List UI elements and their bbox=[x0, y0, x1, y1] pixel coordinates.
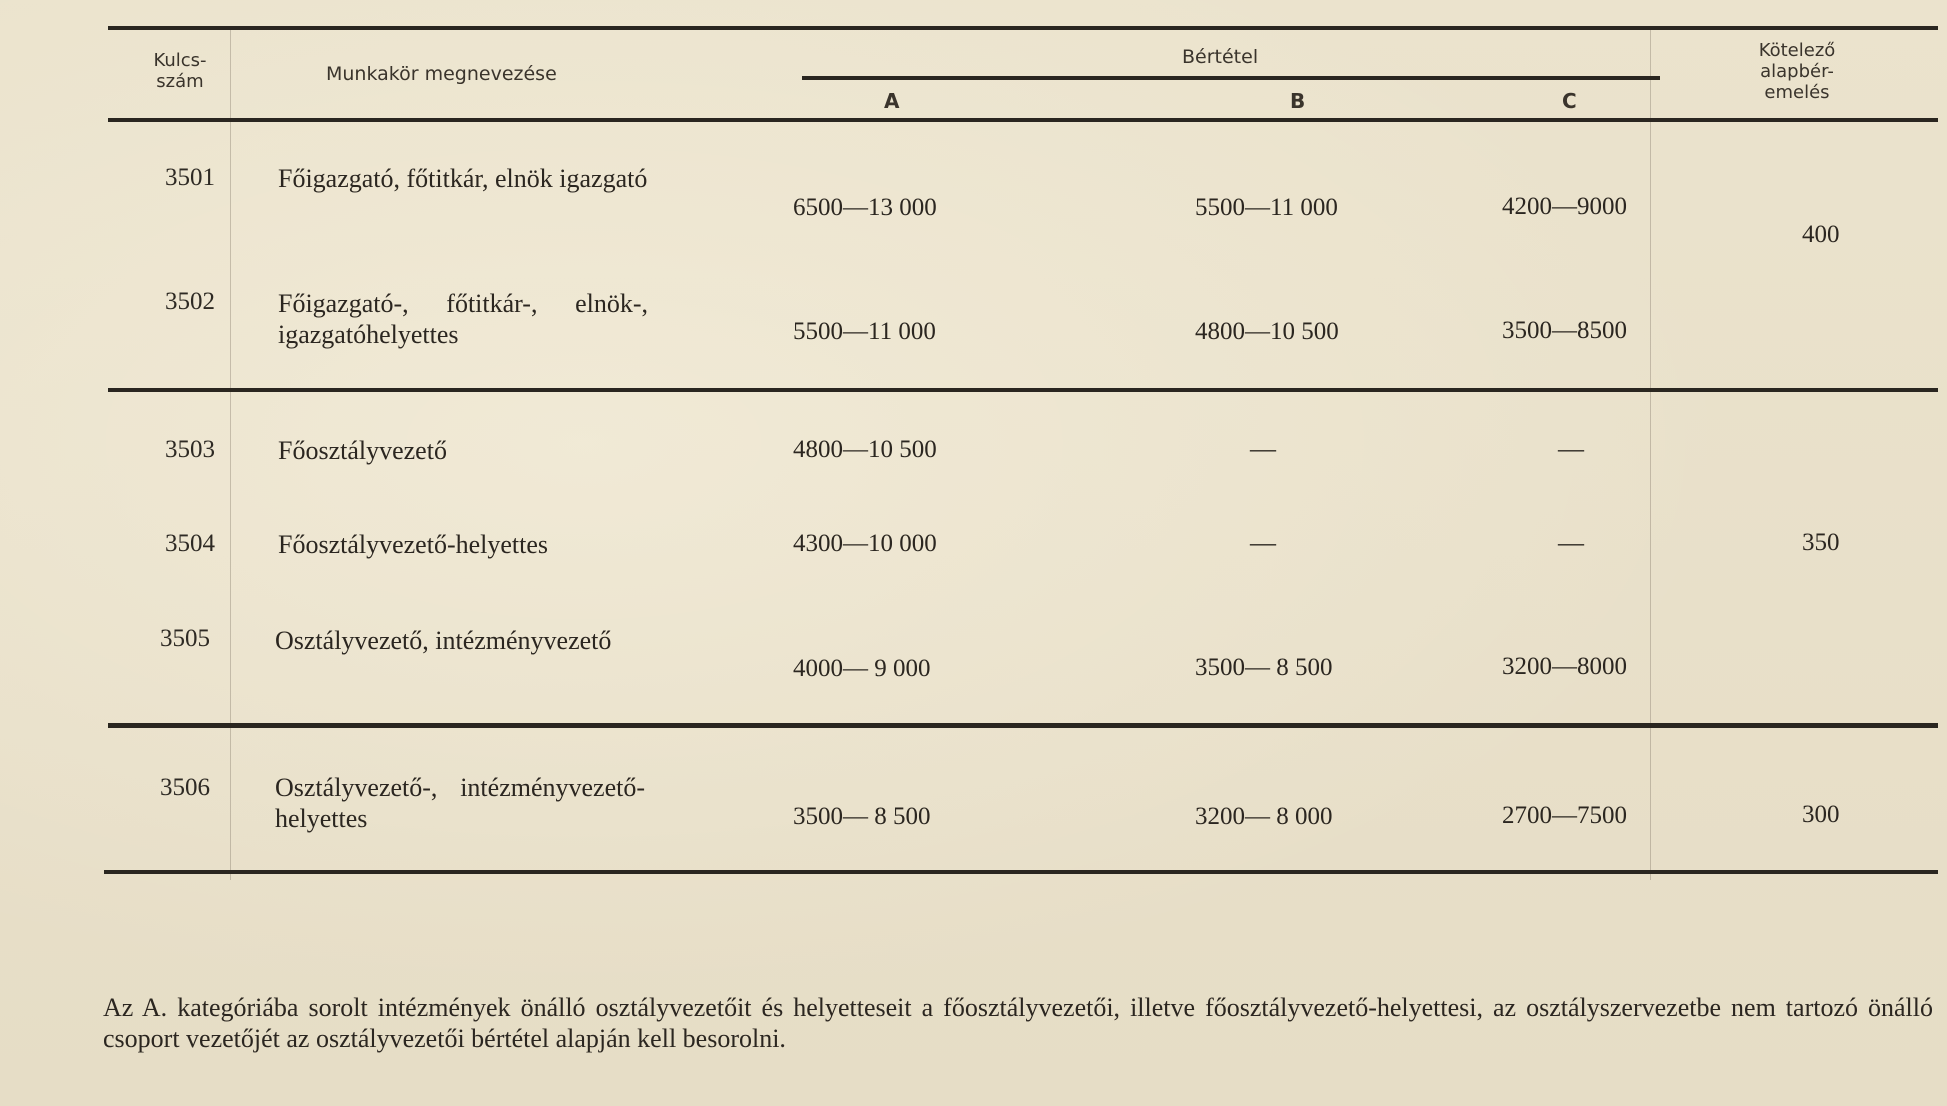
row-title: Főosztályvezető-helyettes bbox=[278, 530, 549, 559]
row-grade-c: 3500—8500 bbox=[1502, 317, 1627, 344]
row-code: 3503 bbox=[165, 436, 215, 463]
column-guide-right bbox=[1650, 30, 1651, 880]
row-grade-b: 3200— 8 000 bbox=[1195, 803, 1333, 830]
row-grade-b: — bbox=[1250, 434, 1276, 463]
raise-value: 300 bbox=[1802, 801, 1840, 828]
row-code: 3506 bbox=[160, 774, 210, 801]
row-grade-a: 6500—13 000 bbox=[793, 194, 937, 221]
row-grade-c: — bbox=[1558, 434, 1584, 463]
row-grade-b: 3500— 8 500 bbox=[1195, 654, 1333, 681]
column-guide-left bbox=[230, 30, 231, 880]
row-grade-a: 3500— 8 500 bbox=[793, 803, 931, 830]
group-divider-rule bbox=[108, 388, 1938, 392]
row-code: 3502 bbox=[165, 288, 215, 315]
row-title: Főosztályvezető bbox=[278, 436, 447, 465]
row-grade-c: 2700—7500 bbox=[1502, 802, 1627, 829]
wage-group-underline bbox=[802, 76, 1660, 80]
row-code: 3505 bbox=[160, 625, 210, 652]
header-bottom-rule bbox=[108, 118, 1938, 122]
row-grade-c: 3200—8000 bbox=[1502, 653, 1627, 680]
table-bottom-rule bbox=[104, 870, 1938, 874]
row-grade-a: 5500—11 000 bbox=[793, 318, 936, 345]
row-grade-a: 4300—10 000 bbox=[793, 530, 937, 557]
row-title: Főigazgató, főtitkár, elnök igazgató bbox=[278, 164, 648, 193]
header-grade-c: C bbox=[1562, 89, 1577, 113]
row-grade-c: 4200—9000 bbox=[1502, 193, 1627, 220]
group-divider-rule bbox=[108, 723, 1938, 728]
row-grade-c: — bbox=[1558, 528, 1584, 557]
row-grade-b: — bbox=[1250, 528, 1276, 557]
row-code: 3504 bbox=[165, 530, 215, 557]
header-key-column: Kulcs- szám bbox=[153, 50, 207, 92]
raise-value: 400 bbox=[1802, 221, 1840, 248]
table-top-rule bbox=[108, 26, 1938, 30]
header-wage-group: Bértétel bbox=[1182, 46, 1259, 68]
header-grade-a: A bbox=[884, 89, 900, 113]
row-grade-a: 4000— 9 000 bbox=[793, 655, 931, 682]
header-raise-column: Kötelező alapbér- emelés bbox=[1758, 40, 1836, 103]
row-grade-b: 4800—10 500 bbox=[1195, 318, 1339, 345]
row-code: 3501 bbox=[165, 164, 215, 191]
row-title: Osztályvezető-, intézményvezető-helyettes bbox=[275, 773, 645, 833]
row-grade-b: 5500—11 000 bbox=[1195, 194, 1338, 221]
footnote: Az A. kategóriába sorolt intézmények önálló osztályvezetőit és helyetteseit a főosztályvezetői, illetve főosztályvezető-helyettesi, az osztályszervezetbe nem tartozó önálló csoport vezetőjét az osztályvezetői bértétel alapján kell besorolni. bbox=[103, 993, 1933, 1053]
row-title: Főigazgató-, főtitkár-, elnök-, igazgatóhelyettes bbox=[278, 289, 648, 349]
header-grade-b: B bbox=[1290, 89, 1306, 113]
row-title: Osztályvezető, intézményvezető bbox=[275, 626, 612, 655]
header-job-column: Munkakör megnevezése bbox=[326, 63, 557, 85]
row-grade-a: 4800—10 500 bbox=[793, 436, 937, 463]
raise-value: 350 bbox=[1802, 529, 1840, 556]
